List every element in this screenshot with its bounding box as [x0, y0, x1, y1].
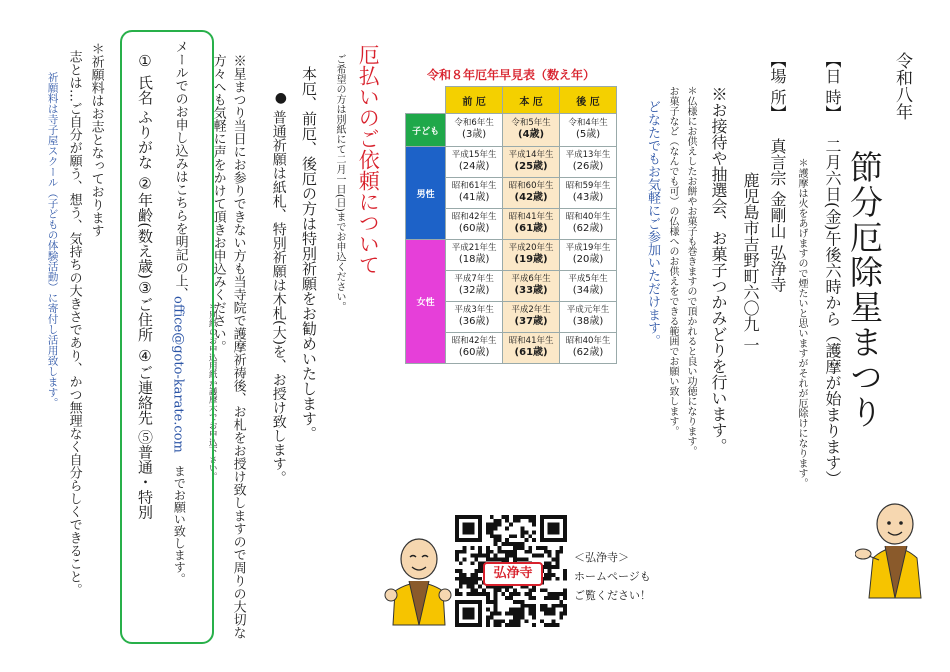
- table-cell: [503, 271, 560, 302]
- col-header-pre: 前 厄: [446, 87, 503, 114]
- birth-era: 平成3年生: [454, 305, 494, 316]
- table-cell: [446, 302, 503, 333]
- age-value: (42歳): [514, 192, 548, 204]
- age-value: (19歳): [514, 254, 548, 266]
- date-label: 【日 時】: [823, 52, 842, 122]
- table-cell: [560, 333, 617, 364]
- birth-era: 平成7年生: [454, 274, 494, 285]
- table-cell: [560, 240, 617, 271]
- table-cell: [446, 240, 503, 271]
- col-header-main: 本 厄: [503, 87, 560, 114]
- reception-note: ※お接待や抽選会、お菓子つかみどりを行います。: [709, 86, 728, 454]
- group-label: 男性: [406, 147, 446, 240]
- age-value: (24歳): [458, 161, 490, 173]
- qr-caption-line: ＜弘浄寺＞: [574, 551, 629, 564]
- table-cell: [503, 333, 560, 364]
- age-value: (3歳): [462, 129, 487, 141]
- age-value: (62歳): [572, 223, 604, 235]
- age-value: (61歳): [514, 347, 548, 359]
- welcome-note: どなたでもお気軽にご参加いただけます。: [645, 100, 660, 347]
- table-cell: [560, 302, 617, 333]
- qr-caption: [574, 548, 651, 605]
- birth-era: 平成19年生: [565, 243, 611, 254]
- table-cell: [560, 147, 617, 178]
- group-label: 女性: [406, 240, 446, 364]
- group-label: 子ども: [406, 114, 446, 147]
- date-note: ＊護摩は火をあげますので煙たいと思いますがそれが厄除けになります。: [796, 158, 807, 488]
- email-link[interactable]: office@goto-karate.com: [170, 296, 186, 453]
- donation-line-1: ＊祈願料はお志となっております: [88, 42, 104, 237]
- table-cell: [446, 209, 503, 240]
- place-address: 鹿児島市吉野町六〇九 一: [741, 172, 760, 354]
- col-header-post: 後 厄: [560, 87, 617, 114]
- yakudoshi-chart: [405, 64, 617, 364]
- birth-era: 平成13年生: [565, 150, 611, 161]
- age-value: (33歳): [514, 285, 548, 297]
- table-cell: [560, 114, 617, 147]
- email-box: [120, 30, 214, 644]
- yakudoshi-table: [405, 86, 617, 364]
- donation-line-3: 祈願料は寺子屋スクール（子どもの体験活動）に寄付し活用致します。: [46, 72, 59, 408]
- table-cell: [560, 271, 617, 302]
- table-cell: [446, 333, 503, 364]
- age-value: (20歳): [572, 254, 604, 266]
- table-cell: [446, 178, 503, 209]
- request-recommend: 本厄、前厄、後厄の方は特別祈願をお勧めいたします。: [300, 66, 318, 441]
- table-row: [406, 114, 617, 147]
- table-cell: [503, 114, 560, 147]
- table-title: 令和８年厄年早見表（数え年）: [426, 68, 595, 82]
- table-corner: [406, 87, 446, 114]
- birth-era: 昭和60年生: [508, 181, 554, 192]
- birth-era: 昭和42年生: [451, 336, 497, 347]
- table-row: [406, 240, 617, 271]
- birth-era: 令和5年生: [511, 118, 551, 129]
- age-value: (26歳): [572, 161, 604, 173]
- email-intro: メールでのお申し込みはこちらを明記の上、: [172, 40, 188, 300]
- age-value: (61歳): [514, 223, 548, 235]
- qr-caption-line: ご覧ください！: [574, 589, 651, 602]
- age-value: (62歳): [572, 347, 604, 359]
- absent-note-1: ※星まつり当日にお参りできない方も当寺院で護摩祈祷後、お札をお授け致しますので周りの大切な: [230, 54, 246, 639]
- offering-note-1: ＊仏様にお供えしたお餅やお菓子も巻きますので頂かれると良い功徳になります。: [685, 86, 696, 456]
- request-amulet: 普通祈願は紙札、特別祈願は木札(大)を、お授け致します。: [270, 110, 287, 485]
- table-cell: [503, 209, 560, 240]
- table-cell: [560, 209, 617, 240]
- request-heading: 厄払いのご依頼について: [356, 44, 381, 275]
- table-cell: [503, 147, 560, 178]
- birth-era: 平成5年生: [568, 274, 608, 285]
- age-value: (37歳): [514, 316, 548, 328]
- table-cell: [503, 302, 560, 333]
- bullet-mark: ●: [272, 90, 289, 106]
- birth-era: 昭和41年生: [508, 336, 554, 347]
- birth-era: 昭和61年生: [451, 181, 497, 192]
- table-cell: [446, 114, 503, 147]
- title-era: 令和八年: [892, 52, 912, 120]
- birth-era: 昭和59年生: [565, 181, 611, 192]
- birth-era: 平成14年生: [508, 150, 554, 161]
- email-intro-end: までお願い致します。: [172, 465, 187, 585]
- birth-era: 平成21年生: [451, 243, 497, 254]
- birth-era: 平成6年生: [511, 274, 551, 285]
- email-items: ① 氏名 ふりがな ②年齢(数え歳)③ご住所 ④ご連絡先 ⑤普通・特別: [136, 52, 154, 520]
- qr-caption-line: ホームページも: [574, 570, 651, 583]
- birth-era: 令和6年生: [454, 118, 494, 129]
- table-cell: [560, 178, 617, 209]
- offering-note-2: お菓子など（なんでも可）の仏様へのお供えをできる範囲でお願い致します。: [667, 86, 678, 436]
- birth-era: 昭和40年生: [565, 336, 611, 347]
- age-value: (43歳): [572, 192, 604, 204]
- birth-era: 平成15年生: [451, 150, 497, 161]
- birth-era: 平成元年生: [566, 305, 610, 316]
- absent-subnote: ＊別紙のお申込用紙か護摩木でお申込下さい。: [207, 302, 218, 481]
- table-cell: [503, 178, 560, 209]
- age-value: (5歳): [575, 129, 601, 141]
- age-value: (36歳): [458, 316, 490, 328]
- age-value: (41歳): [458, 192, 490, 204]
- age-value: (60歳): [458, 347, 490, 359]
- page-title: 節分厄除星まつり: [845, 150, 884, 430]
- monk-illustration-center: [383, 535, 453, 627]
- absent-note-2: 方々へも気軽に声をかけて頂きお申込みください。: [210, 54, 226, 353]
- table-cell: [503, 240, 560, 271]
- age-value: (18歳): [458, 254, 490, 266]
- table-row: [406, 147, 617, 178]
- age-value: (4歳): [518, 129, 545, 141]
- place-label: 【場 所】: [768, 52, 787, 122]
- birth-era: 昭和42年生: [451, 212, 497, 223]
- birth-era: 昭和40年生: [565, 212, 611, 223]
- age-value: (25歳): [514, 161, 548, 173]
- age-value: (38歳): [572, 316, 604, 328]
- qr-badge: 弘浄寺: [483, 562, 543, 586]
- donation-line-2: 志とは…ご自分が願う、想う、気持ちの大きさであり、かつ無理なく自分らしくできること。: [66, 50, 82, 596]
- age-value: (60歳): [458, 223, 490, 235]
- date-value: 二月六日(金)午後六時から（護摩が始まります）: [823, 138, 842, 487]
- age-value: (32歳): [458, 285, 490, 297]
- place-temple: 真言宗 金剛山 弘浄寺: [768, 138, 787, 293]
- age-value: (34歳): [572, 285, 604, 297]
- birth-era: 令和4年生: [568, 118, 608, 129]
- table-cell: [446, 147, 503, 178]
- request-deadline: ご希望の方は別紙にて二月一日(日)までお申込ください。: [334, 54, 345, 312]
- birth-era: 昭和41年生: [508, 212, 554, 223]
- birth-era: 平成20年生: [508, 243, 554, 254]
- monk-illustration-right: [855, 498, 927, 602]
- table-cell: [446, 271, 503, 302]
- birth-era: 平成2年生: [511, 305, 551, 316]
